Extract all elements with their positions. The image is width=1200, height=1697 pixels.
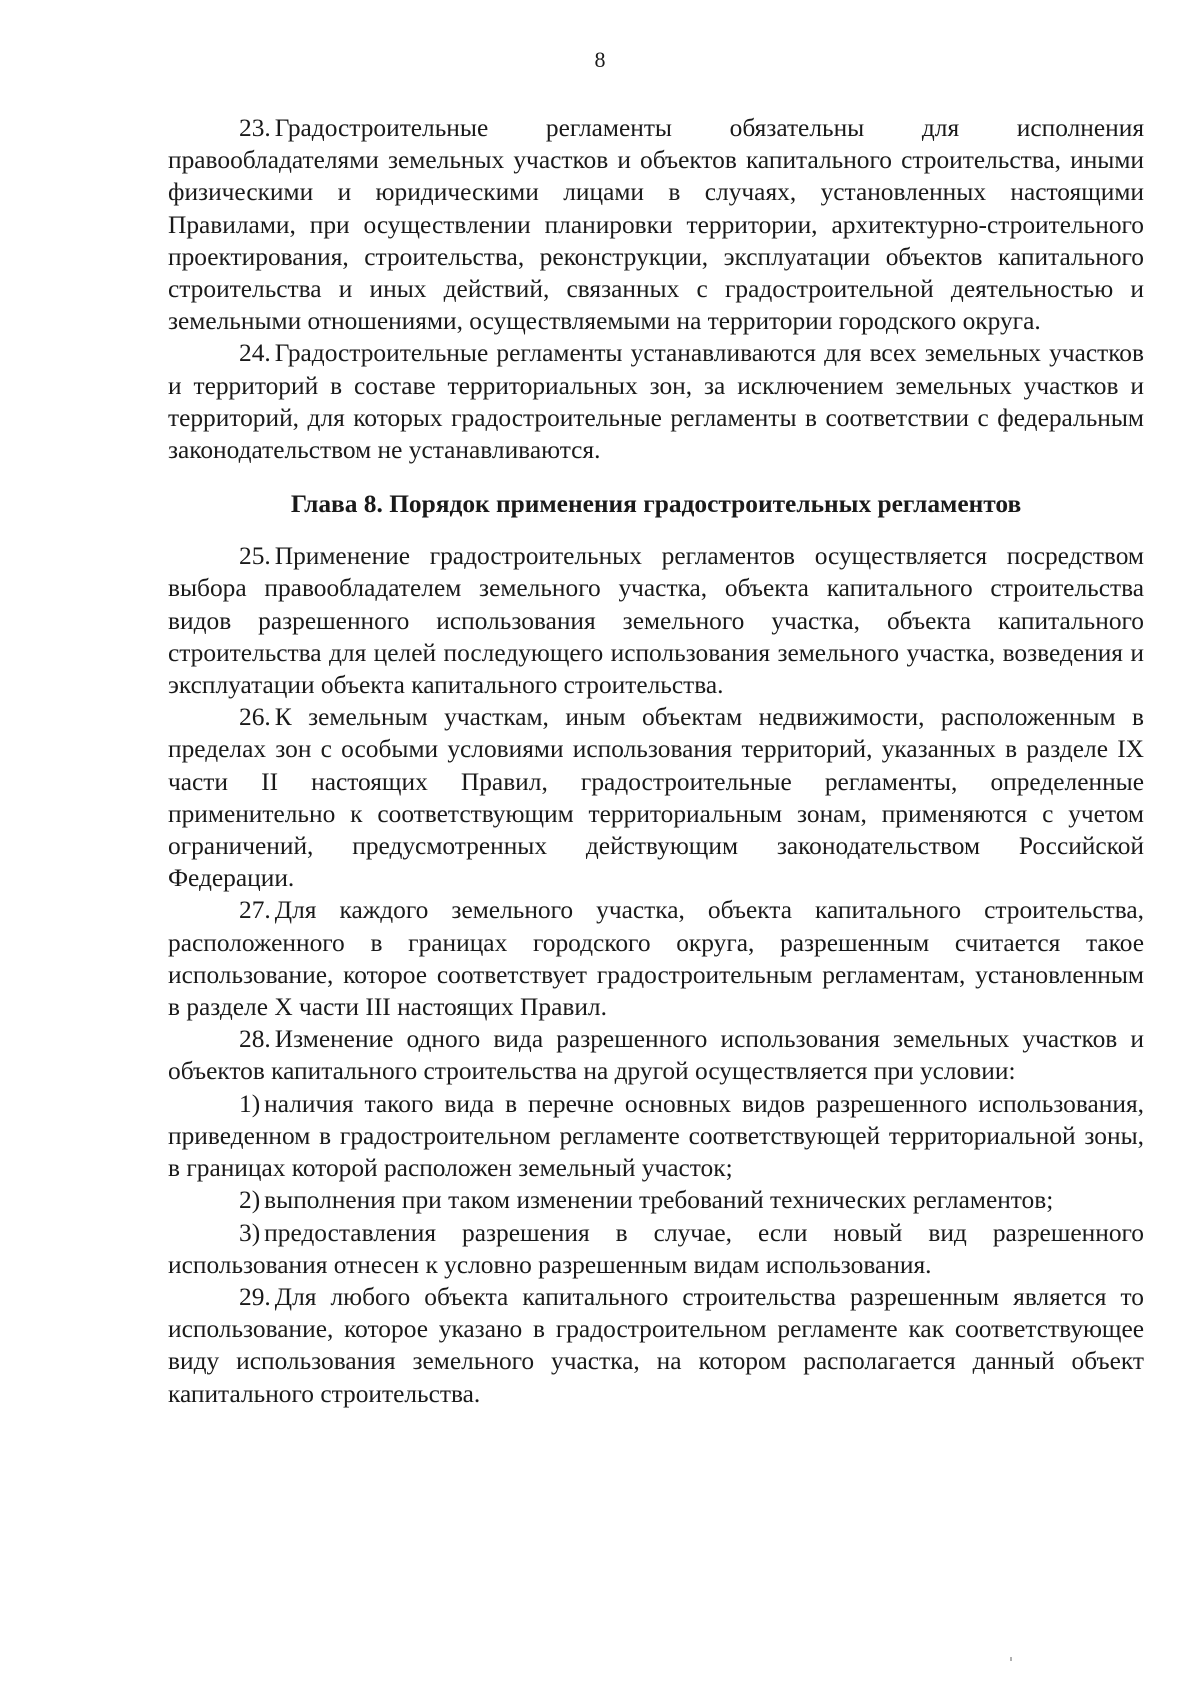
paragraph-28 [168,1023,1144,1087]
paragraph-24 [168,337,1144,466]
paragraph-text: Изменение одного вида разрешенного использования земельных участков и объектов капитального строительства на другой осуществляется при условии: [168,1025,1144,1086]
list-item-number: 1) [239,1089,261,1118]
paragraph-number: 23. [239,114,271,142]
list-item-2 [168,1184,1144,1216]
paragraph-26 [168,701,1144,894]
list-item-text: выполнения при таком изменении требований технических регламентов; [264,1186,1054,1215]
paragraph-number: 26. [239,703,271,732]
list-item-text: наличия такого вида в перечне основных видов разрешенного использования, приведенном в градостроительном регламенте соответствующей территориальной зоны, в границах которой расположен земельный участок; [168,1089,1144,1183]
paragraph-number: 29. [239,1282,271,1311]
paragraph-29 [168,1281,1144,1410]
list-item-text: предоставления разрешения в случае, если новый вид разрешенного использования отнесен к условно разрешенным видам использования. [168,1218,1144,1279]
paragraph-number: 28. [239,1025,271,1054]
list-item-number: 2) [239,1186,261,1215]
page-number: 8 [594,47,606,72]
list-item-1 [168,1088,1144,1185]
scan-speck [1010,1657,1012,1661]
chapter-heading: Глава 8. Порядок применения градостроительных регламентов [290,490,1022,519]
list-item-number: 3) [239,1218,261,1247]
paragraph-number: 25. [239,542,271,571]
paragraph-text: Для любого объекта капитального строительства разрешенным является то использование, которое указано в градостроительном регламенте как соответствующее виду использования земельного участка, на котором располагается данный объект капитального строительства. [168,1282,1144,1408]
paragraph-number: 24. [239,339,271,368]
paragraph-text: Применение градостроительных регламентов осуществляется посредством выбора правообладателем земельного участка, объекта капитального строительства видов разрешенного использования земельного участка, объекта капитального строительства для целей последующего использования земельного участка, возведения и эксплуатации объекта капитального строительства. [168,542,1144,700]
paragraph-text: Для каждого земельного участка, объекта капитального строительства, расположенного в границах городского округа, разрешенным считается такое использование, которое соответствует градостроительным регламентам, установленным в разделе X части III настоящих Правил. [168,896,1144,1022]
paragraph-number: 27. [239,896,271,925]
list-item-3 [168,1217,1144,1281]
paragraph-text: Градостроительные регламенты устанавливаются для всех земельных участков и территорий в составе территориальных зон, за исключением земельных участков и территорий, для которых градостроительные регламенты в соответствии с федеральным законодательством не устанавливаются. [168,339,1144,465]
paragraph-25 [168,540,1144,701]
document-body [168,112,1144,1410]
paragraph-text: К земельным участкам, иным объектам недвижимости, расположенным в пределах зон с особыми условиями использования территорий, указанных в разделе IX части II настоящих Правил, градостроительные регламенты, определенные применительно к соответствующим территориальным зонам, применяются с учетом ограничений, предусмотренных действующим законодательством Российской Федерации. [168,703,1144,893]
paragraph-23 [168,112,1144,337]
paragraph-27 [168,894,1144,1023]
paragraph-text: Градостроительные регламенты обязательны для исполнения правообладателями земельных участков и объектов капитального строительства, иными физическими и юридическими лицами в случаях, установленных настоящими Правилами, при осуществлении планировки территории, архитектурно-строительного проектирования, строительства, реконструкции, эксплуатации объектов капитального строительства и иных действий, связанных с градостроительной деятельностью и земельными отношениями, осуществляемыми на территории городского округа. [168,114,1144,336]
